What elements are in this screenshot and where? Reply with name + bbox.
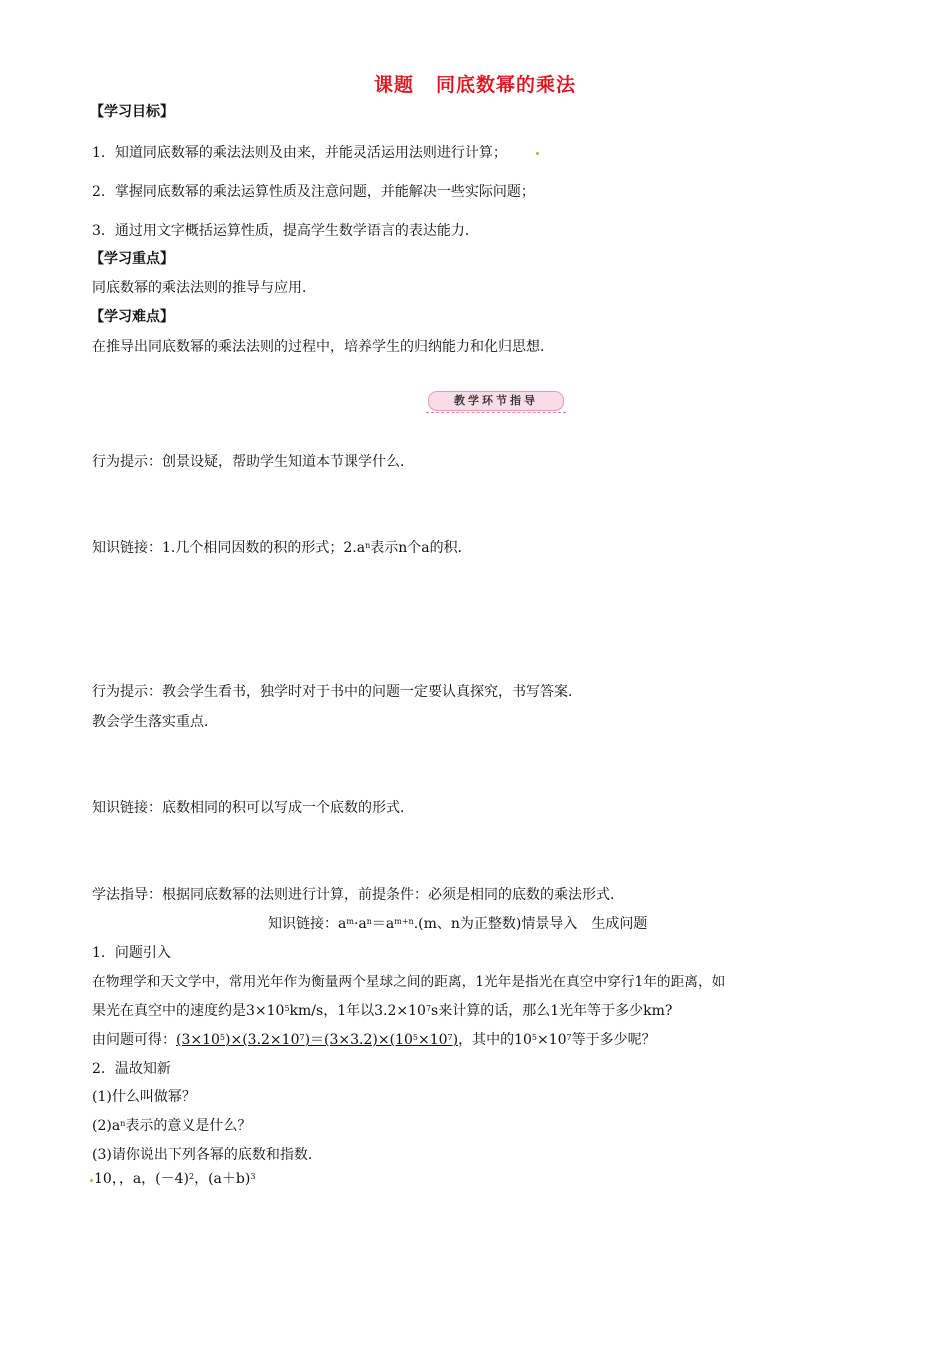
- question-2: $(2)a^n$表示的意义是什么？: [92, 1118, 252, 1134]
- behavior-hint-1: 行为提示：创景设疑，帮助学生知道本节课学什么．: [92, 454, 414, 470]
- section1-header: 1．问题引入: [92, 945, 171, 961]
- marker-dot: [90, 1179, 93, 1182]
- difficulty-text: 在推导出同底数幂的乘法法则的过程中，培养学生的归纳能力和化归思想．: [92, 339, 554, 355]
- knowledge-link-3: 知识链接：$a^m\cdot a^n=a^{m+n}.(m$、n为正整数)情景导入 生成问题: [268, 916, 648, 932]
- power-list: 10，，a，$(-4)^2$，$(a+b)^3$: [94, 1171, 256, 1187]
- marker-dot: [536, 152, 539, 155]
- key-text: 同底数幂的乘法法则的推导与应用．: [92, 280, 316, 296]
- title-topic: 同底数幂的乘法: [436, 74, 577, 96]
- title-label: 课题: [373, 74, 414, 96]
- problem-line-2: 果光在真空中的速度约是$3\times 10^5km/s$，1年以$3.2\times 10^7s$来计算的话，那么1光年等于多少km?: [92, 1003, 673, 1019]
- question-1: (1)什么叫做幂？: [92, 1089, 196, 1105]
- goal-item-2: 2．掌握同底数幂的乘法运算性质及注意问题，并能解决一些实际问题；: [92, 184, 535, 200]
- knowledge-link-2: 知识链接：底数相同的积可以写成一个底数的形式．: [92, 800, 414, 816]
- goals-header: 【学习目标】: [90, 104, 174, 120]
- derivation-line: 由问题可得：$(3\times 10^5)\times(3.2\times 10^7)=(3\times 3.2)\times(10^5\times 10^7)$，其中的$10^5\times 10^7$等于多少呢？: [92, 1032, 656, 1048]
- page-title: [0, 70, 950, 97]
- question-3: (3)请你说出下列各幂的底数和指数．: [92, 1147, 322, 1163]
- badge-underline: [426, 412, 566, 413]
- problem-line-1: 在物理学和天文学中，常用光年作为衡量两个星球之间的距离，1光年是指光在真空中穿行1年的距离，如: [92, 974, 726, 990]
- method-guide: 学法指导：根据同底数幂的法则进行计算，前提条件：必须是相同的底数的乘法形式．: [92, 887, 624, 903]
- badge-text: 教学环节指导: [454, 394, 538, 407]
- goal-item-3: 3．通过用文字概括运算性质，提高学生数学语言的表达能力．: [92, 223, 479, 239]
- section-badge: [426, 388, 566, 414]
- behavior-hint-2b: 教会学生落实重点．: [92, 714, 218, 730]
- difficulty-header: 【学习难点】: [90, 309, 174, 325]
- key-header: 【学习重点】: [90, 251, 174, 267]
- goal-item-1: 1．知道同底数幂的乘法法则及由来，并能灵活运用法则进行计算；: [92, 145, 507, 161]
- section2-header: 2．温故知新: [92, 1061, 171, 1077]
- knowledge-link-1: 知识链接：1.几个相同因数的积的形式；$2.a^n$表示n个a的积．: [92, 540, 472, 556]
- behavior-hint-2: 行为提示：教会学生看书，独学时对于书中的问题一定要认真探究，书写答案．: [92, 684, 582, 700]
